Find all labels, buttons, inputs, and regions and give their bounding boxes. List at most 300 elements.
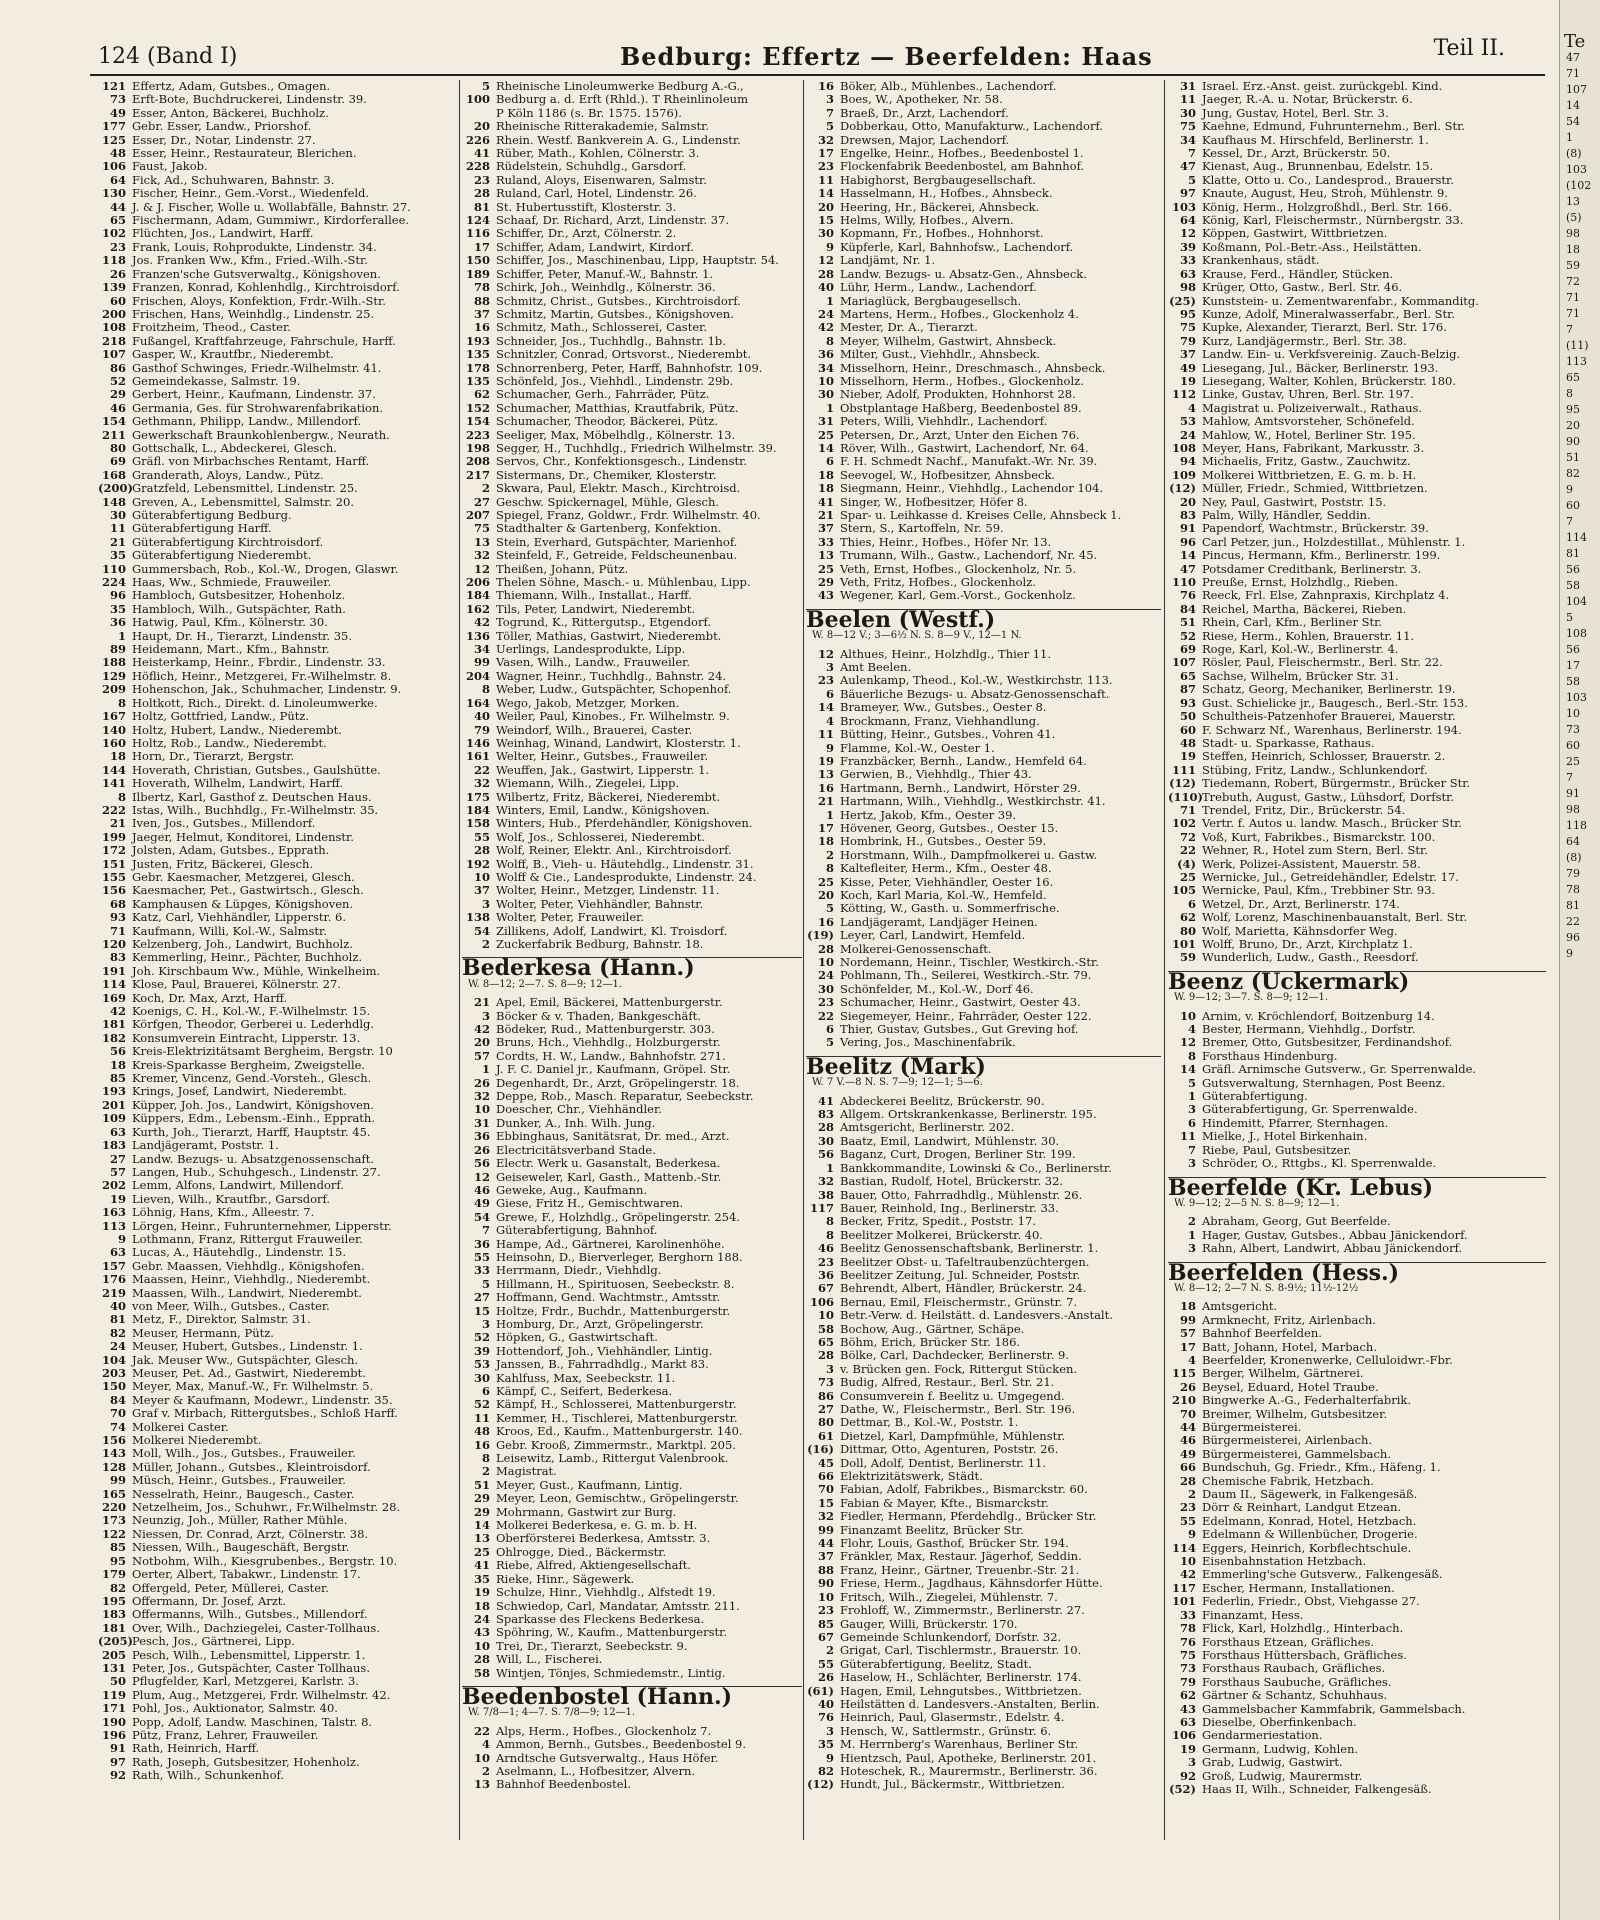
directory-entry xyxy=(806,1470,1161,1483)
directory-entry xyxy=(98,911,458,924)
directory-entry xyxy=(1168,1117,1546,1130)
entry-number: 47 xyxy=(1179,562,1196,576)
directory-entry xyxy=(806,80,1161,93)
directory-entry xyxy=(98,1233,458,1246)
entry-number: 179 xyxy=(101,1568,126,1582)
entry-text: Landw. Bezugs- u. Absatzgenossenschaft. xyxy=(132,1152,375,1166)
directory-entry xyxy=(98,1421,458,1434)
directory-entry xyxy=(1168,898,1546,911)
directory-entry xyxy=(98,1032,458,1045)
entry-number: 107 xyxy=(101,348,126,362)
entry-text: Gemeinde Schlunkendorf, Dorfstr. 32. xyxy=(840,1630,1062,1644)
entry-text: Hatwig, Paul, Kfm., Kölnerstr. 30. xyxy=(132,616,328,630)
entry-number: 15 xyxy=(817,1496,834,1510)
entry-number: 90 xyxy=(817,1577,834,1591)
directory-entry xyxy=(462,1264,802,1277)
entry-text: Leisewitz, Lamb., Rittergut Valenbrook. xyxy=(496,1452,729,1466)
entry-number: 34 xyxy=(1179,133,1196,147)
entry-text: Kemmerling, Heinr., Pächter, Buchholz. xyxy=(132,951,363,965)
directory-entry xyxy=(98,791,458,804)
entry-text: Haupt, Dr. H., Tierarzt, Lindenstr. 35. xyxy=(132,629,352,643)
directory-entry xyxy=(98,898,458,911)
directory-entry xyxy=(98,1313,458,1326)
entry-number: 99 xyxy=(1179,1313,1196,1327)
entry-number: 100 xyxy=(465,93,490,107)
directory-entry xyxy=(806,1443,1161,1456)
entry-number: 150 xyxy=(101,1380,126,1394)
directory-entry xyxy=(1168,402,1546,415)
entry-number: 23 xyxy=(473,173,490,187)
entry-text: Böhm, Erich, Brücker Str. 186. xyxy=(840,1335,1021,1349)
entry-number: 14 xyxy=(817,441,834,455)
directory-entry xyxy=(462,522,802,535)
entry-number: 36 xyxy=(473,1130,490,1144)
directory-entry xyxy=(806,321,1161,334)
directory-entry xyxy=(98,241,458,254)
directory-entry xyxy=(806,661,1161,674)
directory-entry xyxy=(462,996,802,1009)
entry-number: 33 xyxy=(1179,1608,1196,1622)
entry-text: Schwiedop, Carl, Mandatar, Amtsstr. 211. xyxy=(496,1599,740,1613)
entry-text: Wernicke, Paul, Kfm., Trebbiner Str. 93. xyxy=(1202,884,1436,898)
edge-number: 114 xyxy=(1566,531,1587,544)
directory-entry xyxy=(462,375,802,388)
entry-number: 158 xyxy=(465,817,490,831)
directory-entry xyxy=(98,1742,458,1755)
entry-text: Steinfeld, F., Getreide, Feldscheunenbau. xyxy=(496,549,738,563)
entry-text: Peters, Willi, Viehhdlr., Lachendorf. xyxy=(840,415,1048,429)
entry-text: Bäuerliche Bezugs- u. Absatz-Genossenschaft. xyxy=(840,687,1110,701)
entry-number: 8 xyxy=(825,1215,834,1229)
directory-entry xyxy=(462,496,802,509)
entry-text: Misselhorn, Heinr., Dreschmasch., Ahnsbeck. xyxy=(840,361,1106,375)
entry-number: 2 xyxy=(481,1465,490,1479)
directory-entry xyxy=(98,1716,458,1729)
entry-text: Geweke, Aug., Kaufmann. xyxy=(496,1183,648,1197)
entry-text: Krankenhaus, städt. xyxy=(1202,254,1320,268)
entry-text: Weber, Ludw., Gutspächter, Schopenhof. xyxy=(496,683,732,697)
entry-text: Electr. Werk u. Gasanstalt, Bederkesa. xyxy=(496,1157,721,1171)
entry-number: 2 xyxy=(481,482,490,496)
directory-entry xyxy=(462,160,802,173)
directory-entry xyxy=(1168,1381,1546,1394)
section-heading xyxy=(462,957,802,992)
directory-entry xyxy=(98,1126,458,1139)
entry-text: Spar- u. Leihkasse d. Kreises Celle, Ahnsbeck 1. xyxy=(840,509,1122,522)
entry-number: 3 xyxy=(1187,1103,1196,1117)
directory-entry xyxy=(806,1242,1161,1255)
section-hours: W. 7/8—1; 4—7. S. 7/8—9; 12—1. xyxy=(468,1707,636,1719)
entry-number: 9 xyxy=(1187,1528,1196,1542)
directory-entry xyxy=(98,992,458,1005)
directory-entry xyxy=(1168,1515,1546,1528)
entry-text: Meyer & Kaufmann, Modewr., Lindenstr. 35. xyxy=(132,1393,393,1407)
directory-entry xyxy=(806,1023,1161,1036)
directory-entry xyxy=(1168,1555,1546,1568)
edge-number: 22 xyxy=(1566,915,1580,928)
directory-entry xyxy=(462,1600,802,1613)
entry-number: 27 xyxy=(473,1291,490,1305)
entry-number: 22 xyxy=(473,763,490,777)
edge-number: 7 xyxy=(1566,323,1573,336)
directory-entry xyxy=(462,1358,802,1371)
entry-text: Metz, F., Direktor, Salmstr. 31. xyxy=(132,1313,311,1327)
directory-entry xyxy=(806,956,1161,969)
section-hours: W. 9—12; 2—5 N. S. 8—9; 12—1. xyxy=(1174,1197,1340,1209)
directory-entry xyxy=(1168,482,1546,495)
entry-text: Germania, Ges. für Strohwarenfabrikation. xyxy=(132,401,384,415)
entry-number: 2 xyxy=(1187,1215,1196,1229)
entry-number: 73 xyxy=(109,93,126,107)
entry-text: Güterabfertigung Harff. xyxy=(132,522,272,536)
edge-number: 58 xyxy=(1566,579,1580,592)
directory-entry xyxy=(98,630,458,643)
entry-number: 2 xyxy=(825,848,834,862)
entry-text: Ohlrogge, Died., Bäckermstr. xyxy=(496,1545,667,1559)
directory-entry xyxy=(462,871,802,884)
entry-text: Segger, H., Tuchhdlg., Friedrich Wilhelmstr. 39. xyxy=(496,441,777,455)
entry-text: Togrund, K., Rittergutsp., Etgendorf. xyxy=(496,616,711,630)
entry-text: J. & J. Fischer, Wolle u. Wollabfälle, Bahnstr. 27. xyxy=(132,200,411,214)
directory-entry xyxy=(806,455,1161,468)
entry-text: Israel. Erz.-Anst. geist. zurückgebl. Kind. xyxy=(1202,80,1443,93)
entry-text: Güterabfertigung, Bahnhof. xyxy=(496,1224,658,1238)
directory-entry xyxy=(462,1144,802,1157)
entry-number: 20 xyxy=(473,1036,490,1050)
entry-text: Kienast, Aug., Brunnenbau, Edelstr. 15. xyxy=(1202,160,1434,174)
entry-text: Faust, Jakob. xyxy=(132,160,208,174)
entry-text: Meyer, Max, Manuf.-W., Fr. Wilhelmstr. 5. xyxy=(132,1380,374,1394)
directory-entry xyxy=(98,737,458,750)
directory-entry xyxy=(462,656,802,669)
entry-number: 119 xyxy=(101,1688,126,1702)
directory-entry xyxy=(462,536,802,549)
directory-entry xyxy=(98,1220,458,1233)
entry-number: 23 xyxy=(817,996,834,1010)
directory-entry xyxy=(462,724,802,737)
directory-entry xyxy=(1168,1130,1546,1143)
entry-number: 10 xyxy=(1179,1009,1196,1023)
directory-entry xyxy=(462,1653,802,1666)
directory-entry xyxy=(806,1256,1161,1269)
entry-number: 88 xyxy=(473,294,490,308)
entry-text: Wolff, Bruno, Dr., Arzt, Kirchplatz 1. xyxy=(1202,938,1413,951)
directory-entry xyxy=(98,1568,458,1581)
entry-number: 19 xyxy=(1179,374,1196,388)
entry-number: 50 xyxy=(1179,710,1196,724)
entry-number: 41 xyxy=(817,1094,834,1108)
directory-entry xyxy=(462,1398,802,1411)
directory-entry xyxy=(1168,1568,1546,1581)
entry-text: Offergeld, Peter, Müllerei, Caster. xyxy=(132,1581,329,1595)
directory-entry xyxy=(1168,724,1546,737)
directory-entry xyxy=(806,120,1161,133)
entry-number: 26 xyxy=(473,1143,490,1157)
entry-text: Baganz, Curt, Drogen, Berliner Str. 199. xyxy=(840,1148,1076,1162)
directory-entry xyxy=(462,616,802,629)
directory-entry xyxy=(462,737,802,750)
entry-text: Sachse, Wilhelm, Brücker Str. 31. xyxy=(1202,669,1399,683)
entry-text: Popp, Adolf, Landw. Maschinen, Talstr. 8. xyxy=(132,1715,373,1729)
entry-text: Schiffer, Dr., Arzt, Cölnerstr. 2. xyxy=(496,227,677,241)
entry-text: Moll, Wilh., Jos., Gutsbes., Frauweiler. xyxy=(132,1447,356,1461)
directory-entry xyxy=(806,983,1161,996)
directory-entry xyxy=(1168,214,1546,227)
entry-number: (200) xyxy=(98,482,133,496)
entry-text: Preuße, Ernst, Holzhdlg., Rieben. xyxy=(1202,576,1399,590)
directory-entry xyxy=(462,482,802,495)
directory-entry xyxy=(1168,1716,1546,1729)
directory-entry xyxy=(98,1260,458,1273)
directory-entry xyxy=(1168,1609,1546,1622)
entry-number: 83 xyxy=(1179,509,1196,522)
directory-entry xyxy=(1168,1341,1546,1354)
directory-entry xyxy=(1168,335,1546,348)
entry-number: 30 xyxy=(109,509,126,522)
entry-number: (12) xyxy=(807,1778,834,1792)
entry-text: von Meer, Wilh., Gutsbes., Caster. xyxy=(132,1299,330,1313)
entry-number: 23 xyxy=(817,1255,834,1269)
entry-text: Kremer, Vincenz, Gend.-Vorsteh., Glesch. xyxy=(132,1072,372,1086)
entry-number: 6 xyxy=(481,1385,490,1398)
entry-text: Gasthof Schwinges, Friedr.-Wilhelmstr. 41. xyxy=(132,361,382,375)
entry-number: 44 xyxy=(109,200,126,214)
entry-number: 8 xyxy=(481,683,490,697)
entry-text: Gebr. Esser, Landw., Priorshof. xyxy=(132,120,312,134)
entry-text: Magistrat u. Polizeiverwalt., Rathaus. xyxy=(1202,401,1423,415)
entry-number: 10 xyxy=(817,1590,834,1604)
entry-text: Haas II, Wilh., Schneider, Falkengesäß. xyxy=(1202,1782,1432,1796)
entry-number: 3 xyxy=(825,93,834,107)
entry-text: Knaute, August, Heu, Stroh, Mühlenstr. 9. xyxy=(1202,187,1449,201)
entry-number: 85 xyxy=(109,1541,126,1555)
entry-number: 11 xyxy=(1179,1130,1196,1144)
entry-number: 24 xyxy=(817,307,834,321)
entry-number: 12 xyxy=(473,562,490,576)
entry-text: Meyer, Wilhelm, Gastwirt, Ahnsbeck. xyxy=(840,334,1057,348)
directory-entry xyxy=(98,1085,458,1098)
directory-entry xyxy=(806,1564,1161,1577)
entry-number: 104 xyxy=(101,1353,126,1367)
entry-text: Mester, Dr. A., Tierarzt. xyxy=(840,321,978,335)
entry-number: 18 xyxy=(473,1599,490,1613)
directory-entry xyxy=(98,1488,458,1501)
entry-text: Franzbäcker, Bernh., Landw., Hemfeld 64. xyxy=(840,754,1087,768)
entry-text: Mielke, J., Hotel Birkenhain. xyxy=(1202,1130,1368,1144)
directory-entry xyxy=(98,697,458,710)
entry-text: Holtze, Frdr., Buchdr., Mattenburgerstr. xyxy=(496,1304,731,1318)
entry-number: 67 xyxy=(817,1282,834,1296)
directory-entry xyxy=(1168,1542,1546,1555)
directory-entry xyxy=(98,107,458,120)
entry-text: Brameyer, Ww., Gutsbes., Oester 8. xyxy=(840,701,1047,715)
entry-text: Dunker, A., Inh. Wilh. Jung. xyxy=(496,1116,656,1130)
entry-text: Daum II., Sägewerk, in Falkengesäß. xyxy=(1202,1488,1418,1502)
entry-text: Meyer, Leon, Gemischtw., Gröpelingerstr. xyxy=(496,1492,739,1506)
entry-number: (61) xyxy=(807,1684,834,1698)
entry-number: 33 xyxy=(473,1264,490,1278)
directory-entry xyxy=(806,1215,1161,1228)
directory-entry xyxy=(1168,1103,1546,1116)
entry-text: Horn, Dr., Tierarzt, Bergstr. xyxy=(132,750,295,764)
entry-number: 33 xyxy=(1179,254,1196,268)
entry-number: 57 xyxy=(109,1165,126,1179)
entry-number: 150 xyxy=(465,254,490,268)
entry-text: Molkerei Caster. xyxy=(132,1420,229,1434)
directory-entry xyxy=(806,1644,1161,1657)
entry-text: Bingwerke A.-G., Federhalterfabrik. xyxy=(1202,1394,1412,1408)
entry-number: 22 xyxy=(1179,844,1196,858)
entry-text: Habighorst, Bergbaugesellschaft. xyxy=(840,173,1037,187)
entry-number: 25 xyxy=(817,562,834,576)
directory-entry xyxy=(98,1072,458,1085)
directory-entry xyxy=(1168,858,1546,871)
entry-number: 156 xyxy=(101,1434,126,1448)
entry-text: Dettmar, B., Kol.-W., Poststr. 1. xyxy=(840,1416,1019,1430)
directory-entry xyxy=(98,576,458,589)
entry-number: 13 xyxy=(817,768,834,782)
directory-entry xyxy=(98,831,458,844)
entry-text: Neunzig, Joh., Müller, Rather Mühle. xyxy=(132,1514,348,1528)
entry-number: 124 xyxy=(465,214,490,228)
entry-text: Zillikens, Adolf, Landwirt, Kl. Troisdorf. xyxy=(496,924,728,938)
directory-entry xyxy=(98,429,458,442)
entry-number: 7 xyxy=(1187,1143,1196,1157)
entry-text: Bahnhof Beedenbostel. xyxy=(496,1778,631,1792)
directory-entry xyxy=(1168,1662,1546,1675)
directory-entry xyxy=(806,1497,1161,1510)
directory-entry xyxy=(806,227,1161,240)
entry-number: 151 xyxy=(101,857,126,871)
directory-entry xyxy=(98,764,458,777)
edge-number: 10 xyxy=(1566,707,1580,720)
entry-text: Forsthaus Saubuche, Gräfliches. xyxy=(1202,1675,1392,1689)
entry-text: Edelmann & Willenbücher, Drogerie. xyxy=(1202,1528,1418,1542)
entry-text: Michaelis, Fritz, Gastw., Zauchwitz. xyxy=(1202,455,1411,469)
directory-entry xyxy=(98,321,458,334)
entry-text: Bahnhof Beerfelden. xyxy=(1202,1327,1322,1341)
entry-text: Baatz, Emil, Landwirt, Mühlenstr. 30. xyxy=(840,1134,1060,1148)
entry-number: 110 xyxy=(1171,576,1196,590)
entry-number: 5 xyxy=(825,902,834,916)
entry-text: Veth, Ernst, Hofbes., Glockenholz, Nr. 5. xyxy=(840,562,1077,576)
directory-entry xyxy=(462,1130,802,1143)
entry-text: Linke, Gustav, Uhren, Berl. Str. 197. xyxy=(1202,388,1414,402)
directory-entry xyxy=(462,1492,802,1505)
entry-number: 202 xyxy=(101,1179,126,1193)
entry-text: Rath, Heinrich, Harff. xyxy=(132,1742,260,1756)
entry-number: 192 xyxy=(465,857,490,871)
edge-number: (8) xyxy=(1566,147,1582,160)
edge-number: 1 xyxy=(1566,131,1573,144)
directory-entry xyxy=(98,589,458,602)
entry-number: 71 xyxy=(109,924,126,938)
entry-number: 128 xyxy=(101,1460,126,1474)
entry-text: Petersen, Dr., Arzt, Unter den Eichen 76. xyxy=(840,428,1080,442)
entry-number: 8 xyxy=(825,334,834,348)
entry-text: Gust. Schielicke jr., Baugesch., Berl.-Str. 153. xyxy=(1202,696,1468,710)
edge-number: 78 xyxy=(1566,883,1580,896)
edge-number: 17 xyxy=(1566,659,1580,672)
entry-number: 12 xyxy=(1179,227,1196,241)
directory-entry xyxy=(98,938,458,951)
entry-text: Küpper, Joh. Jos., Landwirt, Königshoven. xyxy=(132,1098,374,1112)
entry-number: 75 xyxy=(1179,321,1196,335)
directory-entry xyxy=(462,898,802,911)
entry-text: Höpken, G., Gastwirtschaft. xyxy=(496,1331,658,1345)
entry-number: 93 xyxy=(109,911,126,925)
entry-number: 115 xyxy=(1171,1367,1196,1381)
entry-text: Notbohm, Wilh., Kiesgrubenbes., Bergstr. 10. xyxy=(132,1554,398,1568)
entry-number: 29 xyxy=(473,1492,490,1506)
directory-entry xyxy=(806,388,1161,401)
directory-entry xyxy=(98,1018,458,1031)
directory-entry xyxy=(1168,1528,1546,1541)
directory-entry xyxy=(98,817,458,830)
entry-text: Wolter, Peter, Viehhändler, Bahnstr. xyxy=(496,897,704,911)
entry-text: Güterabfertigung, Beelitz, Stadt. xyxy=(840,1657,1032,1671)
entry-number: 30 xyxy=(473,1371,490,1385)
directory-entry xyxy=(98,1139,458,1152)
entry-text: Stadthalter & Gartenberg, Konfektion. xyxy=(496,522,722,536)
column-separator xyxy=(459,80,460,1840)
entry-text: Esser, Dr., Notar, Lindenstr. 27. xyxy=(132,133,316,147)
entry-number: 25 xyxy=(1179,870,1196,884)
entry-number: 167 xyxy=(101,710,126,724)
entry-number: 43 xyxy=(473,1626,490,1640)
directory-entry xyxy=(1168,375,1546,388)
edge-number: 51 xyxy=(1566,451,1580,464)
entry-text: Leyer, Carl, Landwirt, Hemfeld. xyxy=(840,929,1026,943)
entry-number: 42 xyxy=(817,321,834,335)
entry-text: Güterabfertigung, Gr. Sperrenwalde. xyxy=(1202,1103,1418,1117)
entry-number: 70 xyxy=(109,1407,126,1421)
entry-text: Heinsohn, D., Bierverleger, Berghorn 188. xyxy=(496,1250,743,1264)
directory-entry xyxy=(1168,415,1546,428)
entry-number: 105 xyxy=(1171,884,1196,898)
entry-text: Wintjen, Tönjes, Schmiedemstr., Lintig. xyxy=(496,1666,726,1680)
entry-number: 16 xyxy=(817,80,834,93)
entry-text: Dietzel, Karl, Dampfmühle, Mühlenstr. xyxy=(840,1429,1066,1443)
directory-entry xyxy=(806,93,1161,106)
directory-entry xyxy=(98,549,458,562)
entry-text: Theißen, Johann, Pütz. xyxy=(496,562,629,576)
entry-number: 201 xyxy=(101,1098,126,1112)
section-title: Beenz (Uckermark) xyxy=(1168,968,1410,995)
entry-number: 29 xyxy=(109,388,126,402)
entry-text: Kunststein- u. Zementwarenfabr., Kommanditg. xyxy=(1202,294,1479,308)
entry-number: 173 xyxy=(101,1514,126,1528)
entry-number: 75 xyxy=(1179,120,1196,134)
entry-number: (19) xyxy=(807,929,834,943)
entry-number: 140 xyxy=(101,723,126,737)
entry-number: 96 xyxy=(109,589,126,603)
directory-entry xyxy=(1168,737,1546,750)
entry-text: Ney, Paul, Gastwirt, Poststr. 15. xyxy=(1202,495,1387,509)
entry-text: Hagen, Emil, Lehngutsbes., Wittbrietzen. xyxy=(840,1684,1082,1698)
entry-number: 62 xyxy=(473,388,490,402)
entry-text: Bernau, Emil, Fleischermstr., Grünstr. 7. xyxy=(840,1295,1078,1309)
entry-number: 40 xyxy=(817,281,834,295)
entry-text: Grab, Ludwig, Gastwirt. xyxy=(1202,1756,1343,1770)
entry-text: Maassen, Wilh., Landwirt, Niederembt. xyxy=(132,1286,362,1300)
entry-text: Gauger, Willi, Brückerstr. 170. xyxy=(840,1617,1018,1631)
entry-number: 138 xyxy=(465,911,490,925)
entry-text: Papendorf, Wachtmstr., Brückerstr. 39. xyxy=(1202,522,1429,536)
entry-number: 20 xyxy=(817,200,834,214)
directory-entry xyxy=(462,107,802,120)
entry-text: Fiedler, Hermann, Pferdehdlg., Brücker Str. xyxy=(840,1510,1097,1524)
